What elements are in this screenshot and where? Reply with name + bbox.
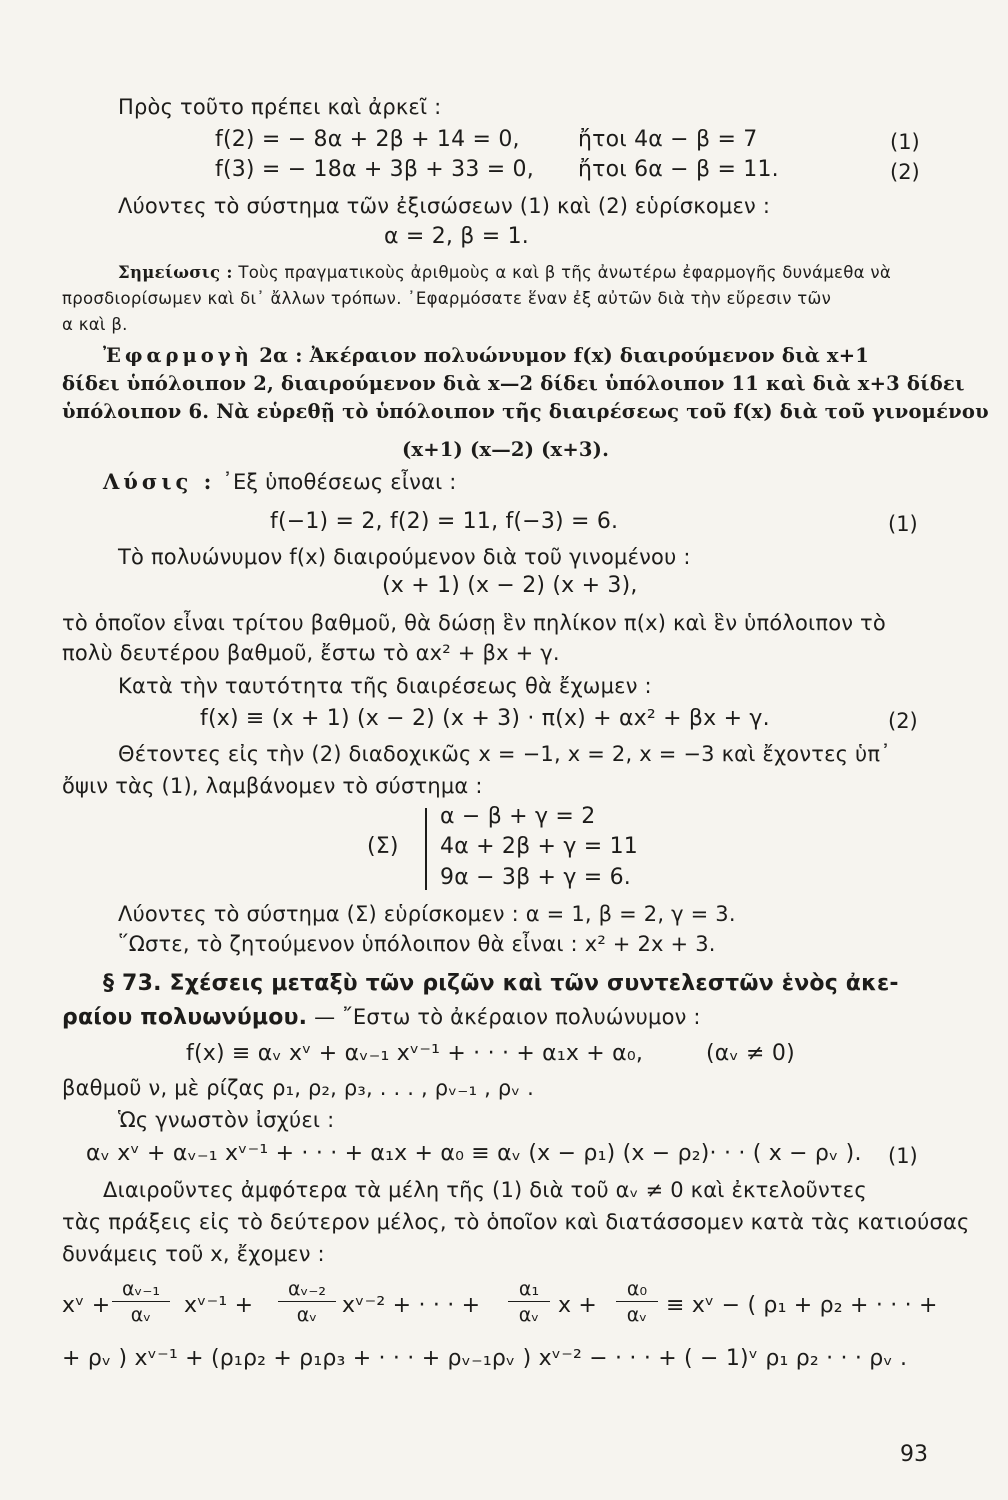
formula-part-a: xᵛ + [62, 1293, 111, 1318]
solution-label: Λύσις : [103, 469, 216, 494]
solution-para-5: Θέτοντες εἰς τὴν (2) διαδοχικῶς x = −1, x = 2, x = −3 καὶ ἔχοντες ὑπ᾽ [118, 742, 891, 766]
application-line-1: Ἐφαρμογὴ 2α : Ἀκέραιον πολυώνυμον f(x) διαιρούμενον διὰ x+1 [103, 344, 870, 367]
factorization: αᵥ xᵛ + αᵥ₋₁ xᵛ⁻¹ + · · · + α₁x + α₀ ≡ αᵥ (x − ρ₁) (x − ρ₂)· · · ( x − ρᵥ ). [86, 1141, 862, 1166]
application-line-2: δίδει ὑπόλοιπον 2, διαιρούμενον διὰ x—2 δίδει ὑπόλοιπον 11 καὶ διὰ x+3 δίδει [62, 372, 965, 395]
factorization-tag: (1) [888, 1144, 918, 1168]
system-eq-1: α − β + γ = 2 [440, 804, 596, 829]
given-values: f(−1) = 2, f(2) = 11, f(−3) = 6. [270, 509, 619, 534]
divisor-product: (x + 1) (x − 2) (x + 3), [382, 573, 638, 598]
division-identity: f(x) ≡ (x + 1) (x − 2) (x + 3) · π(x) + αx² + βx + γ. [200, 706, 770, 731]
equation-f3-reduced: ἤτοι 6α − β = 11. [578, 157, 779, 182]
system-eq-2: 4α + 2β + γ = 11 [440, 834, 639, 859]
equation-f3: f(3) = − 18α + 3β + 33 = 0, [215, 157, 534, 182]
section-title: Σχέσεις μεταξὺ τῶν ριζῶν καὶ τῶν συντελεστῶν ἑνὸς ἀκε- [169, 971, 899, 996]
division-para-1: Διαιροῦντες ἀμφότερα τὰ μέλη τῆς (1) διὰ τοῦ αᵥ ≠ 0 καὶ ἐκτελοῦντες [103, 1178, 867, 1202]
page-number: 93 [900, 1442, 928, 1467]
polynomial-definition: f(x) ≡ αᵥ xᵛ + αᵥ₋₁ xᵛ⁻¹ + · · · + α₁x + α₀, [186, 1041, 644, 1066]
equation-f2-reduced: ἤτοι 4α − β = 7 [578, 127, 758, 152]
solve-result: α = 2, β = 1. [384, 224, 529, 249]
polynomial-condition: (αᵥ ≠ 0) [706, 1041, 795, 1066]
division-identity-tag: (2) [888, 709, 918, 733]
note-line-3: α καὶ β. [62, 315, 128, 334]
section-number: § 73. [103, 971, 162, 996]
given-values-tag: (1) [888, 512, 918, 536]
formula-part-d: x + [558, 1293, 598, 1318]
solution-para-4: Κατὰ τὴν ταυτότητα τῆς διαιρέσεως θὰ ἔχωμεν : [118, 674, 652, 698]
solution-para-2: τὸ ὁποῖον εἶναι τρίτου βαθμοῦ, θὰ δώσῃ ἓν πηλίκον π(x) καὶ ἓν ὑπόλοιπον τὸ [62, 611, 886, 635]
fraction-1: $\frac{\text{αᵥ₋₁}}{\text{αᵥ}}$ [112, 1278, 170, 1326]
fraction-4: $\frac{\text{α₀}}{\text{αᵥ}}$ [616, 1278, 658, 1326]
system-label: (Σ) [367, 834, 399, 859]
equation-tag-1: (1) [890, 130, 920, 154]
application-label: Ἐφαρμογὴ [103, 344, 253, 367]
note-label: Σημείωσις : [118, 263, 233, 282]
solution-para-1: Τὸ πολυώνυμον f(x) διαιρούμενον διὰ τοῦ γινομένου : [118, 545, 691, 569]
equation-tag-2: (2) [890, 160, 920, 184]
application-line-4: (x+1) (x—2) (x+3). [402, 438, 610, 461]
known-line: Ὡς γνωστὸν ἰσχύει : [118, 1108, 335, 1132]
solution-para-8: ῞Ωστε, τὸ ζητούμενον ὑπόλοιπον θὰ εἶναι : x² + 2x + 3. [118, 932, 716, 956]
solution-head: Λύσις : ᾽Εξ ὑποθέσεως εἶναι : [103, 469, 457, 494]
fraction-3: $\frac{\text{α₁}}{\text{αᵥ}}$ [508, 1278, 550, 1326]
solution-para-7: Λύοντες τὸ σύστημα (Σ) εὑρίσκομεν : α = 1, β = 2, γ = 3. [118, 902, 736, 926]
section-heading-line-2: ραίου πολυωνύμου. — ῎Εστω τὸ ἀκέραιον πολυώνυμον : [62, 1005, 701, 1030]
fraction-2: $\frac{\text{αᵥ₋₂}}{\text{αᵥ}}$ [278, 1278, 336, 1326]
section-heading-line-1 [103, 970, 899, 998]
formula-continuation: + ρᵥ ) xᵛ⁻¹ + (ρ₁ρ₂ + ρ₁ρ₃ + · · · + ρᵥ₋₁ρᵥ ) xᵛ⁻² − · · · + ( − 1)ᵛ ρ₁ ρ₂ · · · ρᵥ . [62, 1346, 908, 1371]
degree-line: βαθμοῦ ν, μὲ ρίζας ρ₁, ρ₂, ρ₃, . . . , ρᵥ₋₁ , ρᵥ . [62, 1076, 535, 1100]
equation-f2: f(2) = − 8α + 2β + 14 = 0, [215, 127, 520, 152]
intro-line: Πρὸς τοῦτο πρέπει καὶ ἀρκεῖ : [118, 95, 442, 119]
division-para-2: τὰς πράξεις εἰς τὸ δεύτερον μέλος, τὸ ὁποῖον καὶ διατάσσομεν κατὰ τὰς κατιούσας [62, 1210, 970, 1234]
note-line-1: Σημείωσις : Τοὺς πραγματικοὺς ἀριθμοὺς α καὶ β τῆς ἀνωτέρω ἐφαρμογῆς δυνάμεθα νὰ [118, 263, 892, 282]
solution-para-3: πολὺ δευτέρου βαθμοῦ, ἔστω τὸ αx² + βx + γ. [62, 641, 560, 665]
system-eq-3: 9α − 3β + γ = 6. [440, 865, 632, 890]
formula-part-e: ≡ xᵛ − ( ρ₁ + ρ₂ + · · · + [666, 1293, 938, 1318]
formula-part-c: xᵛ⁻² + · · · + [342, 1293, 481, 1318]
solution-para-6: ὄψιν τὰς (1), λαμβάνομεν τὸ σύστημα : [62, 774, 483, 798]
formula-part-b: xᵛ⁻¹ + [184, 1293, 254, 1318]
division-para-3: δυνάμεις τοῦ x, ἔχομεν : [62, 1242, 325, 1266]
note-line-2: προσδιορίσωμεν καὶ δι᾽ ἄλλων τρόπων. ᾽Εφαρμόσατε ἕναν ἐξ αὐτῶν διὰ τὴν εὕρεσιν τῶν [62, 289, 832, 308]
application-line-3: ὑπόλοιπον 6. Νὰ εὑρεθῇ τὸ ὑπόλοιπον τῆς διαιρέσεως τοῦ f(x) διὰ τοῦ γινομένου [62, 400, 989, 423]
solve-line: Λύοντες τὸ σύστημα τῶν ἐξισώσεων (1) καὶ (2) εὑρίσκομεν : [118, 194, 771, 218]
system-brace [425, 808, 427, 890]
